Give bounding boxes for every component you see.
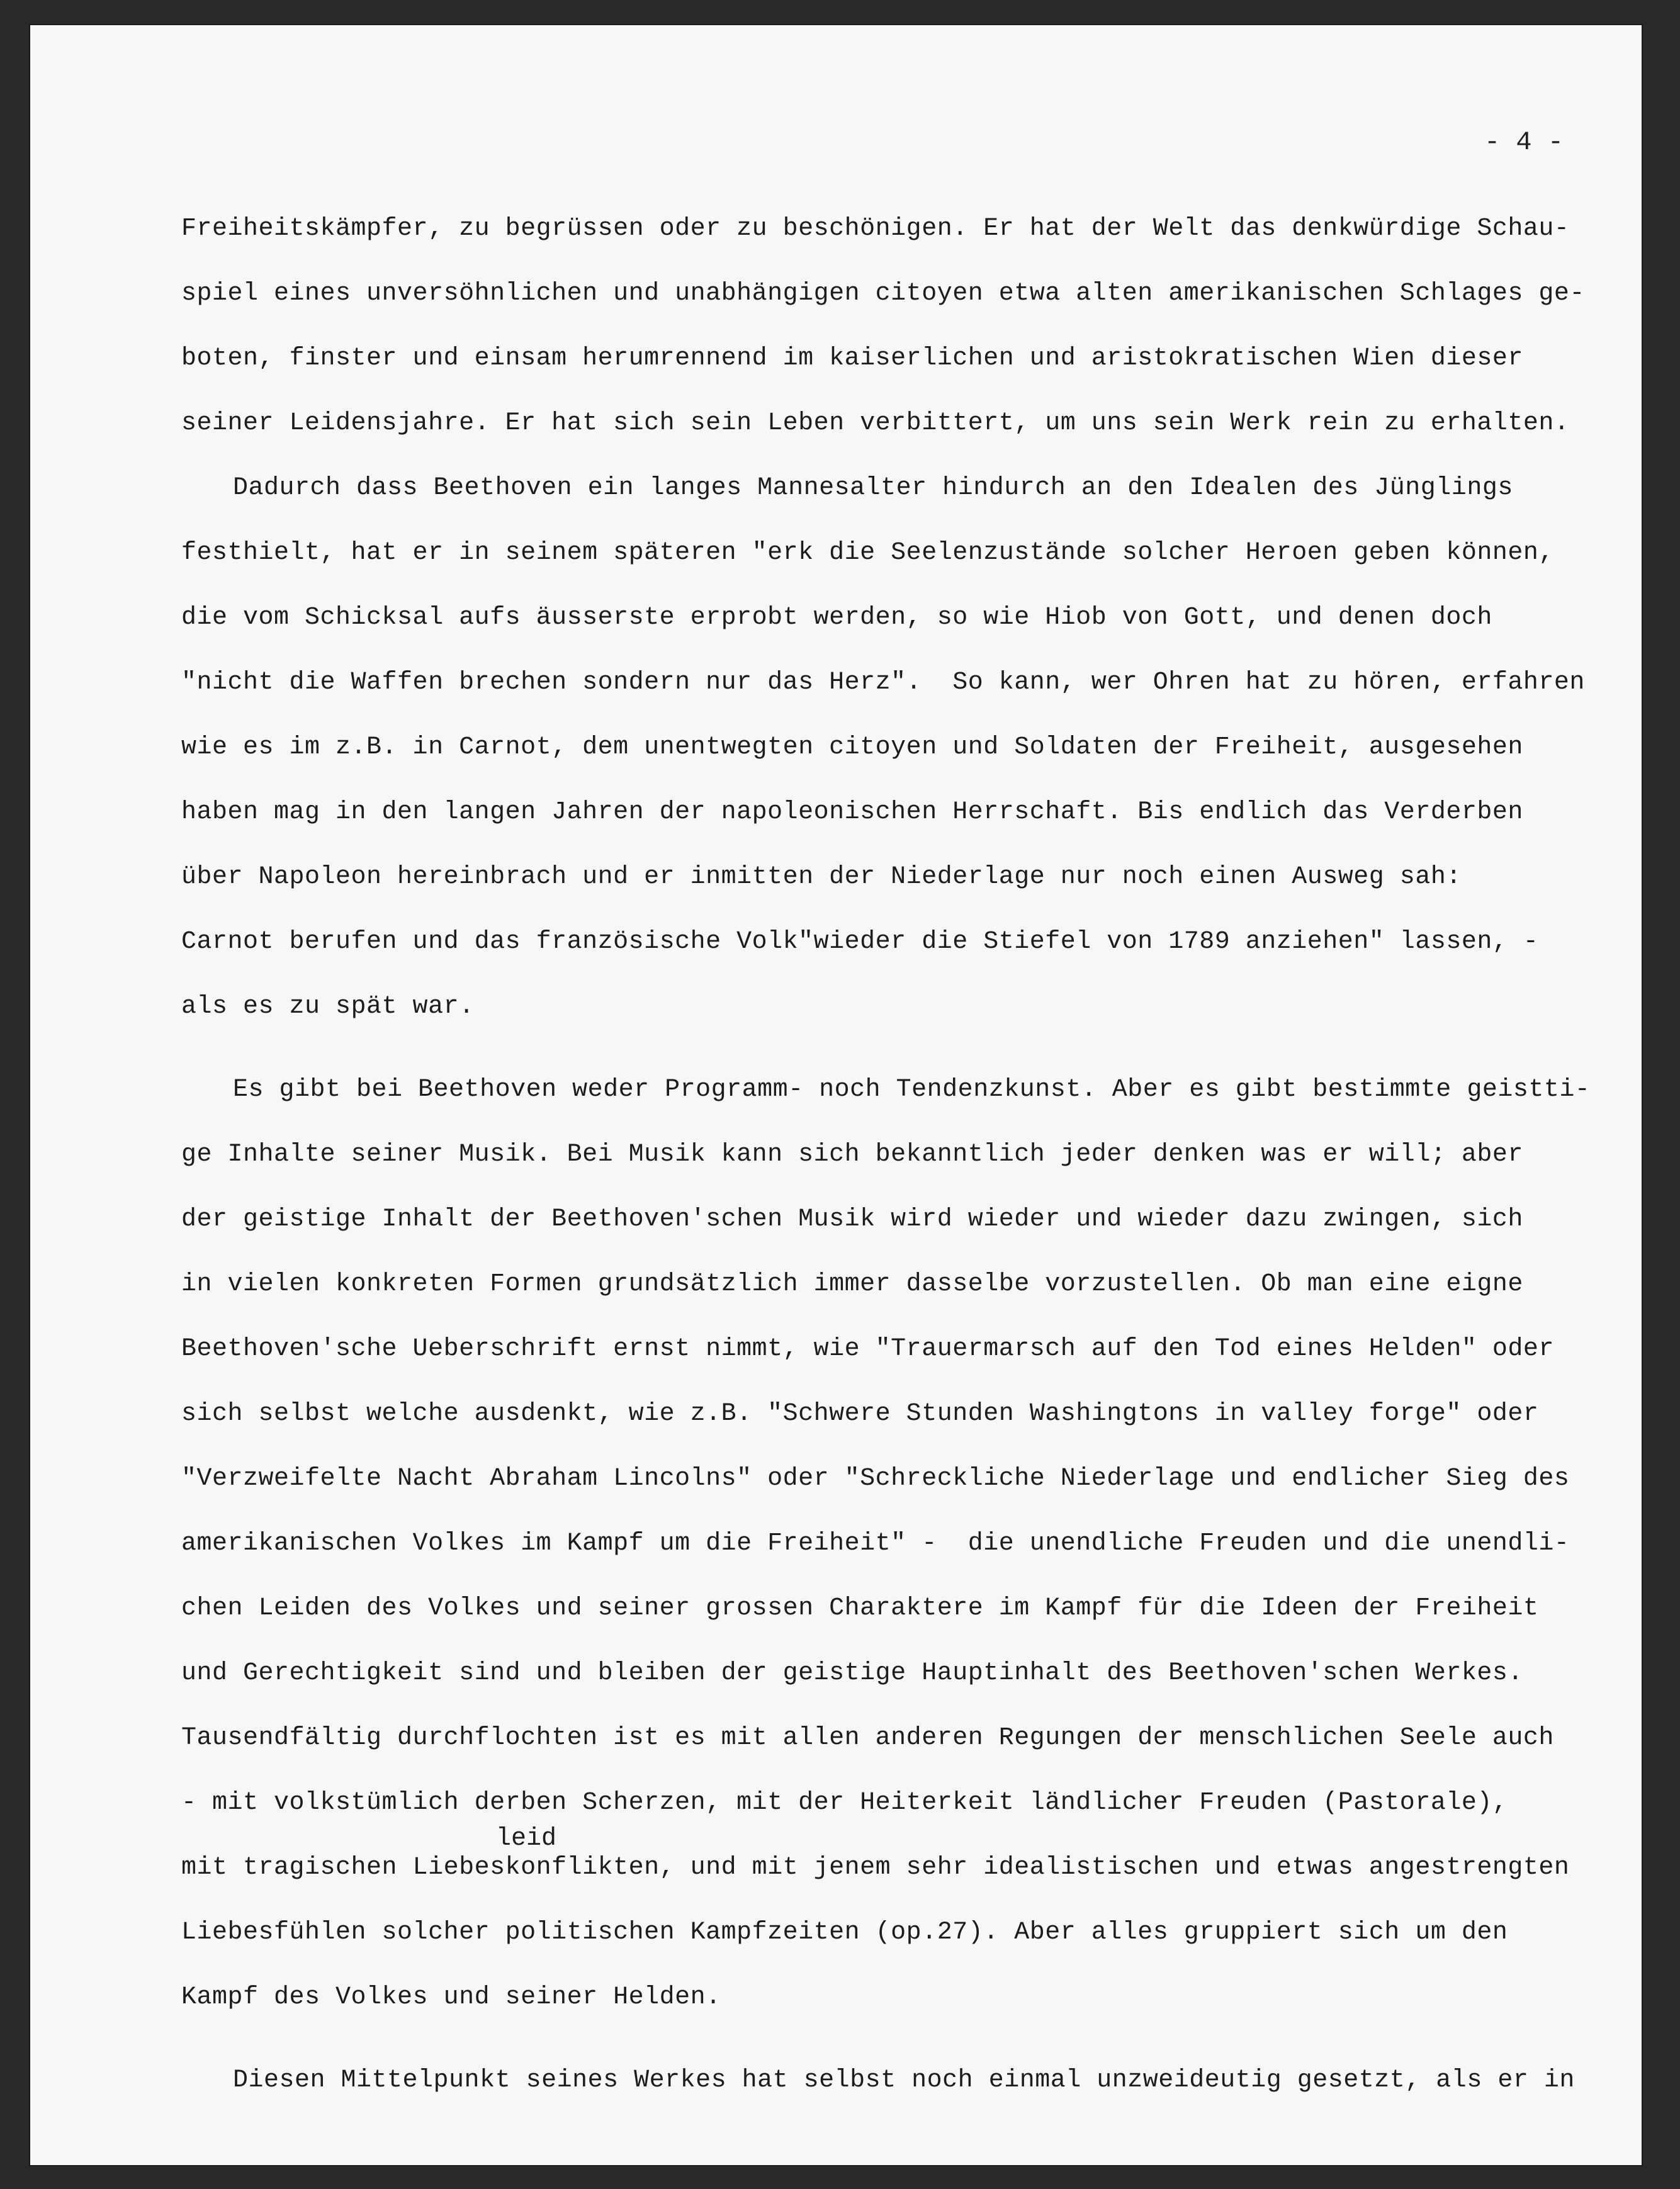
text-line: Tausendfältig durchflochten ist es mit allen anderen Regungen der menschlichen Seele auch (181, 1724, 1554, 1752)
typewritten-page (30, 25, 1642, 2165)
text-line: wie es im z.B. in Carnot, dem unentwegten citoyen und Soldaten der Freiheit, ausgesehen (181, 733, 1523, 762)
text-line: Dadurch dass Beethoven ein langes Mannesalter hindurch an den Idealen des Jünglings (233, 474, 1513, 502)
page-number: - 4 - (1484, 127, 1564, 157)
handwritten-insertion: leid (496, 1825, 557, 1853)
text-line: in vielen konkreten Formen grundsätzlich immer dasselbe vorzustellen. Ob man eine eigne (181, 1270, 1523, 1298)
text-line: Diesen Mittelpunkt seines Werkes hat selbst noch einmal unzweideutig gesetzt, als er in (233, 2066, 1575, 2095)
text-line: die vom Schicksal aufs äusserste erprobt werden, so wie Hiob von Gott, und denen doch (181, 604, 1492, 632)
text-line: Beethoven'sche Ueberschrift ernst nimmt, wie "Trauermarsch auf den Tod eines Helden" oder (181, 1335, 1554, 1363)
text-line: Liebesfühlen solcher politischen Kampfzeiten (op.27). Aber alles gruppiert sich um den (181, 1918, 1508, 1947)
text-line: als es zu spät war. (181, 993, 475, 1021)
text-line: haben mag in den langen Jahren der napoleonischen Herrschaft. Bis endlich das Verderben (181, 798, 1523, 826)
text-line: der geistige Inhalt der Beethoven'schen Musik wird wieder und wieder dazu zwingen, sich (181, 1205, 1523, 1234)
text-line: sich selbst welche ausdenkt, wie z.B. "Schwere Stunden Washingtons in valley forge" oder (181, 1400, 1539, 1428)
text-line: ge Inhalte seiner Musik. Bei Musik kann sich bekanntlich jeder denken was er will; aber (181, 1140, 1523, 1169)
text-line: Carnot berufen und das französische Volk"wieder die Stiefel von 1789 anziehen" lassen, - (181, 928, 1539, 956)
text-line: über Napoleon hereinbrach und er inmitten der Niederlage nur noch einen Ausweg sah: (181, 863, 1462, 891)
text-line: Freiheitskämpfer, zu begrüssen oder zu beschönigen. Er hat der Welt das denkwürdige Schau- (181, 215, 1570, 243)
text-line: amerikanischen Volkes im Kampf um die Freiheit" - die unendliche Freuden und die unendli- (181, 1529, 1570, 1558)
text-line: Kampf des Volkes und seiner Helden. (181, 1983, 721, 2012)
text-line: boten, finster und einsam herumrennend im kaiserlichen und aristokratischen Wien dieser (181, 344, 1523, 373)
text-line: "Verzweifelte Nacht Abraham Lincolns" oder "Schreckliche Niederlage und endlicher Sieg des (181, 1465, 1570, 1493)
text-line: und Gerechtigkeit sind und bleiben der geistige Hauptinhalt des Beethoven'schen Werkes. (181, 1659, 1523, 1687)
text-line: Es gibt bei Beethoven weder Programm- noch Tendenzkunst. Aber es gibt bestimmte geistti- (233, 1076, 1591, 1104)
text-line: mit tragischen Liebeskonflikten, und mit jenem sehr idealistischen und etwas angestrengten (181, 1854, 1570, 1882)
text-line: festhielt, hat er in seinem späteren "erk die Seelenzustände solcher Heroen geben können, (181, 539, 1554, 567)
text-line: chen Leiden des Volkes und seiner grossen Charaktere im Kampf für die Ideen der Freiheit (181, 1594, 1539, 1623)
text-line: - mit volkstümlich derben Scherzen, mit der Heiterkeit ländlicher Freuden (Pastorale), (181, 1789, 1508, 1817)
text-line: seiner Leidensjahre. Er hat sich sein Leben verbittert, um uns sein Werk rein zu erhalten. (181, 409, 1570, 437)
text-line: "nicht die Waffen brechen sondern nur das Herz". So kann, wer Ohren hat zu hören, erfahren (181, 668, 1585, 697)
text-line: spiel eines unversöhnlichen und unabhängigen citoyen etwa alten amerikanischen Schlages ge- (181, 279, 1585, 308)
